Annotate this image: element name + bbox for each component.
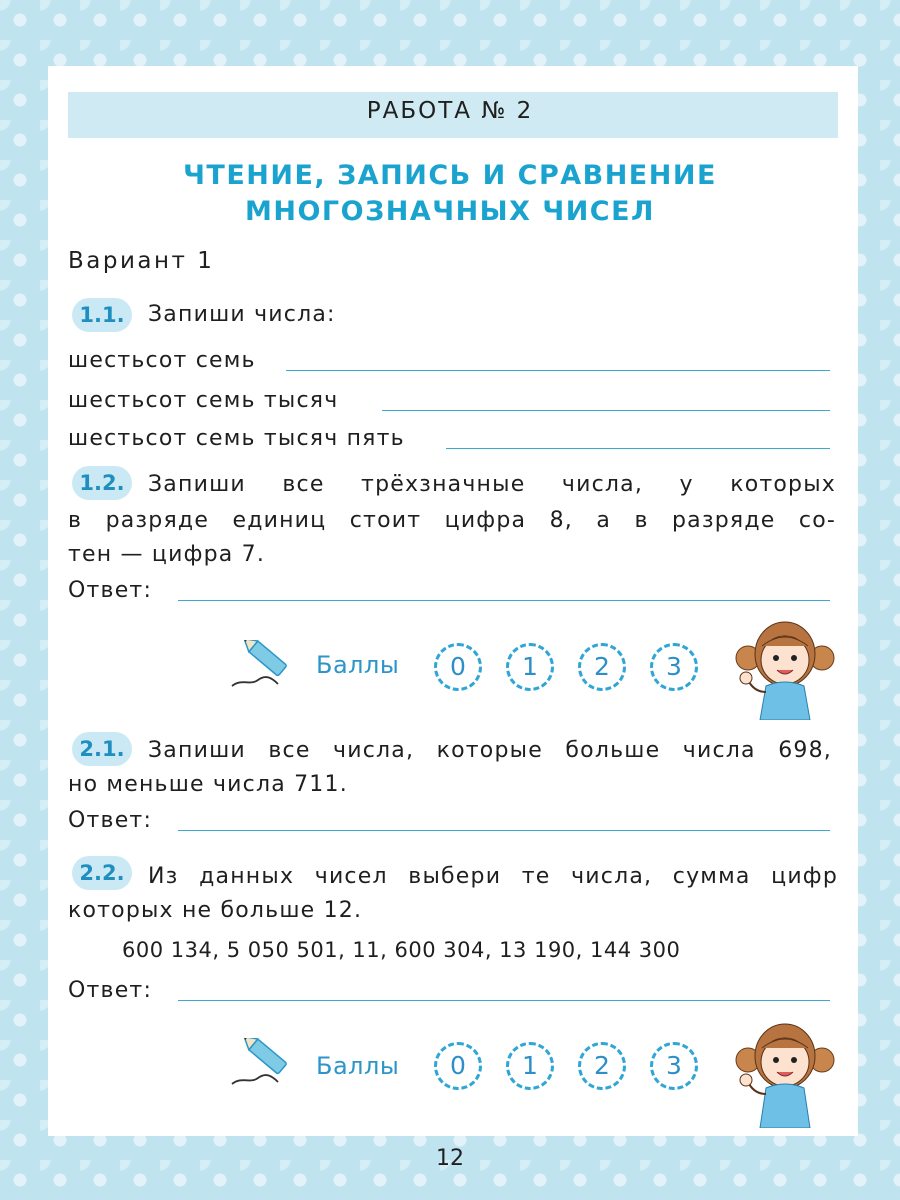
score-label: Баллы <box>316 1052 400 1080</box>
score-option-3[interactable]: 3 <box>650 1042 698 1090</box>
score-option-0[interactable]: 0 <box>434 1042 482 1090</box>
task-text-line: Из данных чисел выбери те числа, сумма цифр <box>148 864 838 889</box>
number-set: 600 134, 5 050 501, 11, 600 304, 13 190, 144 300 <box>122 938 681 962</box>
answer-line[interactable] <box>446 448 830 449</box>
task-number-badge: 2.1. <box>72 732 132 766</box>
answer-line[interactable] <box>286 370 830 371</box>
task-text-line: но меньше числа 711. <box>68 772 348 797</box>
score-label: Баллы <box>316 651 400 679</box>
task-number-badge: 1.1. <box>72 298 132 332</box>
number-words-item: шестьсот семь тысяч пять <box>68 426 405 451</box>
task-number-badge: 2.2. <box>72 856 132 890</box>
number-words-item: шестьсот семь <box>68 348 256 373</box>
task-text-line: которых не больше 12. <box>68 898 363 923</box>
task-number-badge: 1.2. <box>72 466 132 500</box>
score-option-1[interactable]: 1 <box>506 643 554 691</box>
answer-label: Ответ: <box>68 808 153 833</box>
answer-line[interactable] <box>178 830 830 831</box>
score-option-0[interactable]: 0 <box>434 643 482 691</box>
pencil-icon <box>228 640 294 690</box>
pencil-icon <box>228 1038 294 1088</box>
score-option-3[interactable]: 3 <box>650 643 698 691</box>
score-option-1[interactable]: 1 <box>506 1042 554 1090</box>
task-text-line: Запиши все числа, которые больше числа 698, <box>148 738 832 763</box>
answer-line[interactable] <box>382 410 830 411</box>
task-text-line: тен — цифра 7. <box>68 542 266 567</box>
score-option-2[interactable]: 2 <box>578 1042 626 1090</box>
task-text-line: Запиши все трёхзначные числа, у которых <box>148 472 836 497</box>
task-text-line: в разряде единиц стоит цифра 8, а в разряде со- <box>68 508 836 533</box>
work-title: РАБОТА № 2 <box>366 98 534 124</box>
answer-line[interactable] <box>178 600 830 601</box>
number-words-item: шестьсот семь тысяч <box>68 388 339 413</box>
answer-label: Ответ: <box>68 578 153 603</box>
topic-title-line-2: МНОГОЗНАЧНЫХ ЧИСЕЛ <box>245 196 655 227</box>
task-prompt: Запиши числа: <box>148 302 336 327</box>
variant-label: Вариант 1 <box>68 248 215 274</box>
answer-label: Ответ: <box>68 978 153 1003</box>
girl-illustration <box>730 608 840 720</box>
page-number: 12 <box>436 1146 464 1171</box>
answer-line[interactable] <box>178 1000 830 1001</box>
topic-title-line-1: ЧТЕНИЕ, ЗАПИСЬ И СРАВНЕНИЕ <box>183 160 717 191</box>
girl-illustration <box>730 1010 840 1128</box>
score-option-2[interactable]: 2 <box>578 643 626 691</box>
